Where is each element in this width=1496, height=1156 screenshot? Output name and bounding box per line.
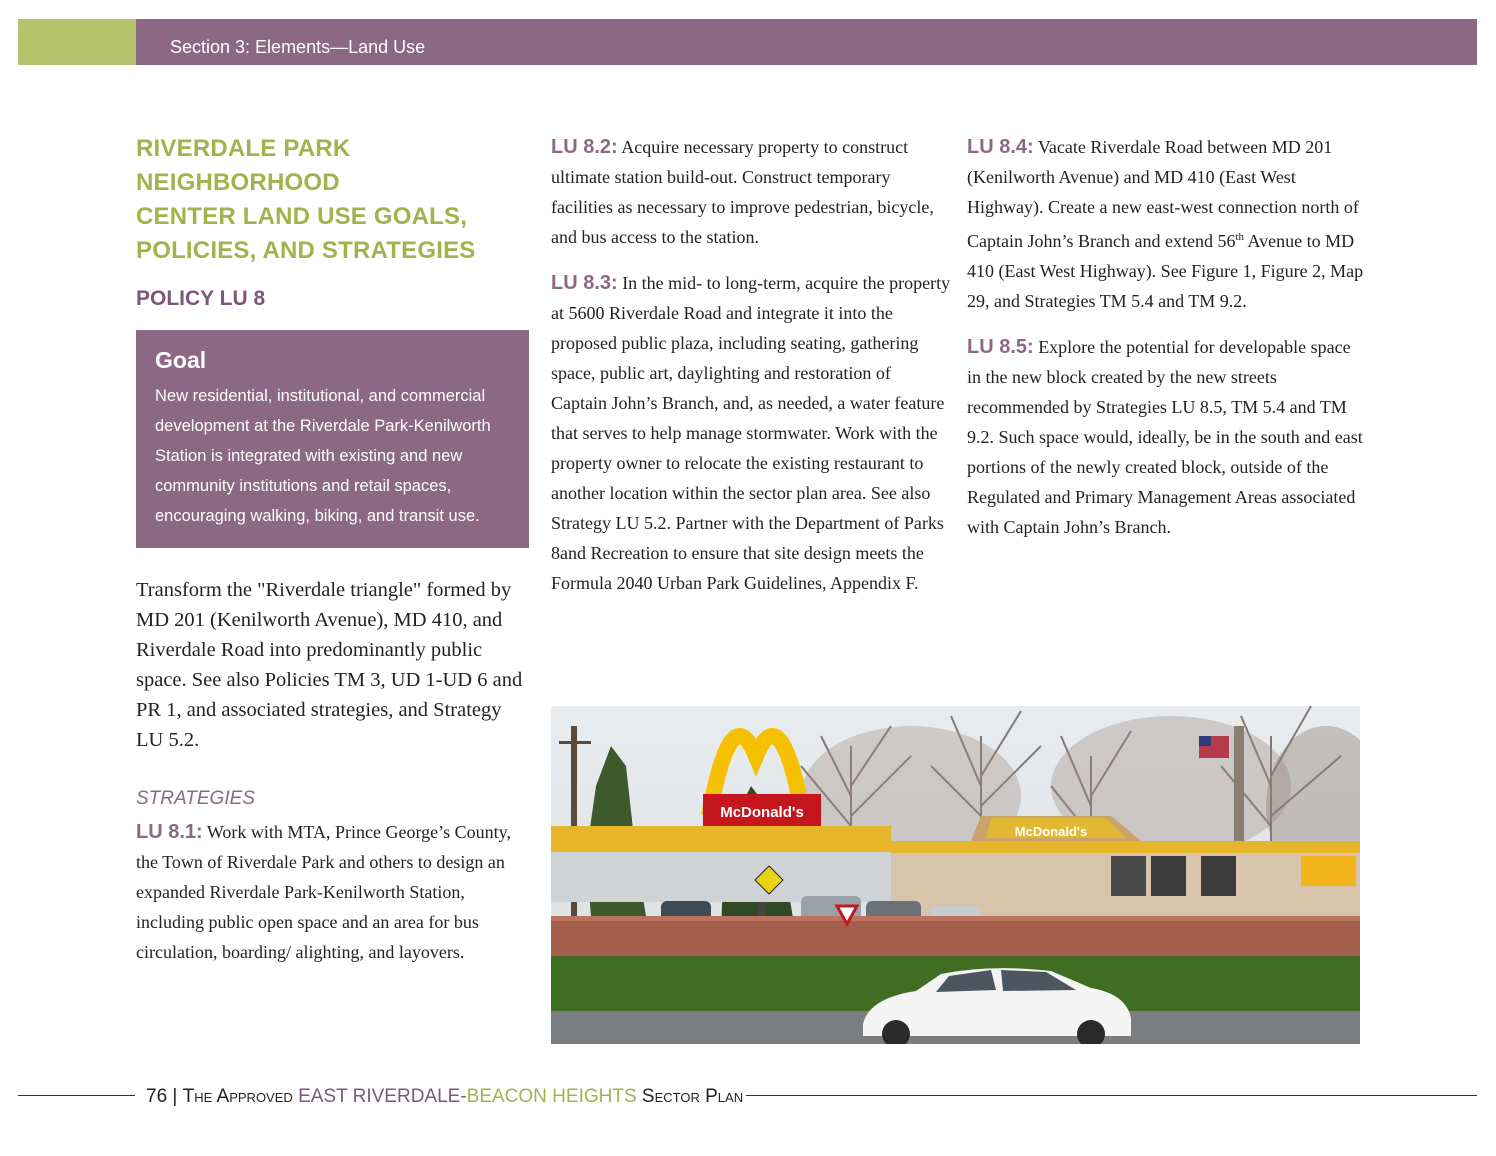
section-label: Section 3: Elements—Land Use	[170, 37, 426, 57]
title-line-3: POLICIES, AND STRATEGIES	[136, 237, 476, 264]
strategy-label: LU 8.4:	[967, 136, 1034, 158]
strategy-label: LU 8.1:	[136, 821, 203, 843]
title-line-1: RIVERDALE PARK NEIGHBORHOOD	[136, 135, 351, 196]
policy-heading: POLICY LU 8	[136, 287, 266, 310]
footer-beacon-heights: BEACON HEIGHTS	[466, 1086, 637, 1107]
strategy-lu-8-3	[551, 268, 951, 598]
strategy-text: In the mid- to long-term, acquire the property at 5600 Riverdale Road and integrate it into the proposed public plaza, including seating, gathering space, public art, daylighting and restoration of Captain John’s Branch, and, as needed, a water feature that serves to help manage stormwater. Work with the property owner to relocate the existing restaurant to another location within the sector plan area. See also Strategy LU 5.2. Partner with the Department of Parks 8and Recreation to ensure that site design meets the Formula 2040 Urban Park Guidelines, Appendix F.	[551, 273, 951, 593]
strategy-label: LU 8.3:	[551, 272, 618, 294]
strategy-text-continued: Avenue to MD 410 (East West Highway). See Figure 1, Figure 2, Map 29, and Strategies TM 5.4 and TM 9.2.	[967, 231, 1364, 311]
building-sign-text: McDonald's	[1014, 824, 1088, 839]
strategy-lu-8-1	[136, 817, 529, 967]
column-middle	[551, 132, 951, 598]
strategy-lu-8-4	[967, 132, 1367, 316]
strategy-text: Explore the potential for developable space in the new block created by the new streets recommended by Strategies LU 8.5, TM 5.4 and TM 9.2. Such space would, ideally, be in the south and east portions of the newly created block, outside of the Regulated and Primary Management Areas associated with Captain John’s Branch.	[967, 337, 1363, 537]
goal-title: Goal	[155, 347, 207, 373]
footer-the-approved: The Approved	[182, 1086, 293, 1107]
footer-rule-left	[18, 1095, 135, 1096]
footer-separator: |	[172, 1086, 178, 1107]
page-number: 76	[146, 1086, 168, 1107]
strategy-text: Vacate Riverdale Road between MD 201 (Kenilworth Avenue) and MD 410 (East West Highway). Create a new east-west connection north of Captain John’s Branch and extend 56	[967, 137, 1359, 251]
footer-east-riverdale: EAST RIVERDALE-	[298, 1086, 467, 1107]
ordinal-superscript: th	[1235, 231, 1245, 243]
strategy-text: Acquire necessary property to construct ultimate station build-out. Construct temporary facilities as necessary to improve pedestrian, bicycle, and bus access to the station.	[551, 137, 934, 247]
footer-rule-right	[746, 1095, 1477, 1096]
strategy-lu-8-5	[967, 332, 1367, 542]
strategies-heading: STRATEGIES	[136, 788, 255, 809]
policy-description: Transform the "Riverdale triangle" formed by MD 201 (Kenilworth Avenue), MD 410, and Riverdale Road into predominantly public space. See also Policies TM 3, UD 1-UD 6 and PR 1, and associated strategies, and Strategy LU 5.2.	[136, 579, 523, 751]
restaurant-sign-text: McDonald's	[720, 804, 804, 821]
brick-wall	[551, 916, 1360, 956]
page-footer	[146, 1085, 743, 1109]
footer-sector-plan: Sector Plan	[641, 1086, 744, 1107]
strategy-label: LU 8.5:	[967, 336, 1034, 358]
title-line-2: CENTER LAND USE GOALS,	[136, 203, 468, 230]
goal-text: New residential, institutional, and commercial development at the Riverdale Park-Kenilworth Station is integrated with existing and new community institutions and retail spaces, encouraging walking, biking, and transit use.	[155, 387, 491, 525]
header-accent-green	[18, 19, 136, 65]
strategy-text: Work with MTA, Prince George’s County, the Town of Riverdale Park and others to design an expanded Riverdale Park-Kenilworth Station, including public open space and an area for bus circulation, boarding/ alighting, and layovers.	[136, 822, 511, 962]
column-right	[967, 132, 1367, 542]
section-title	[136, 132, 529, 268]
restaurant-photo	[551, 706, 1360, 1044]
strategy-lu-8-2	[551, 132, 951, 252]
column-left	[136, 132, 529, 967]
strategy-label: LU 8.2:	[551, 136, 618, 158]
goal-box	[136, 330, 529, 548]
